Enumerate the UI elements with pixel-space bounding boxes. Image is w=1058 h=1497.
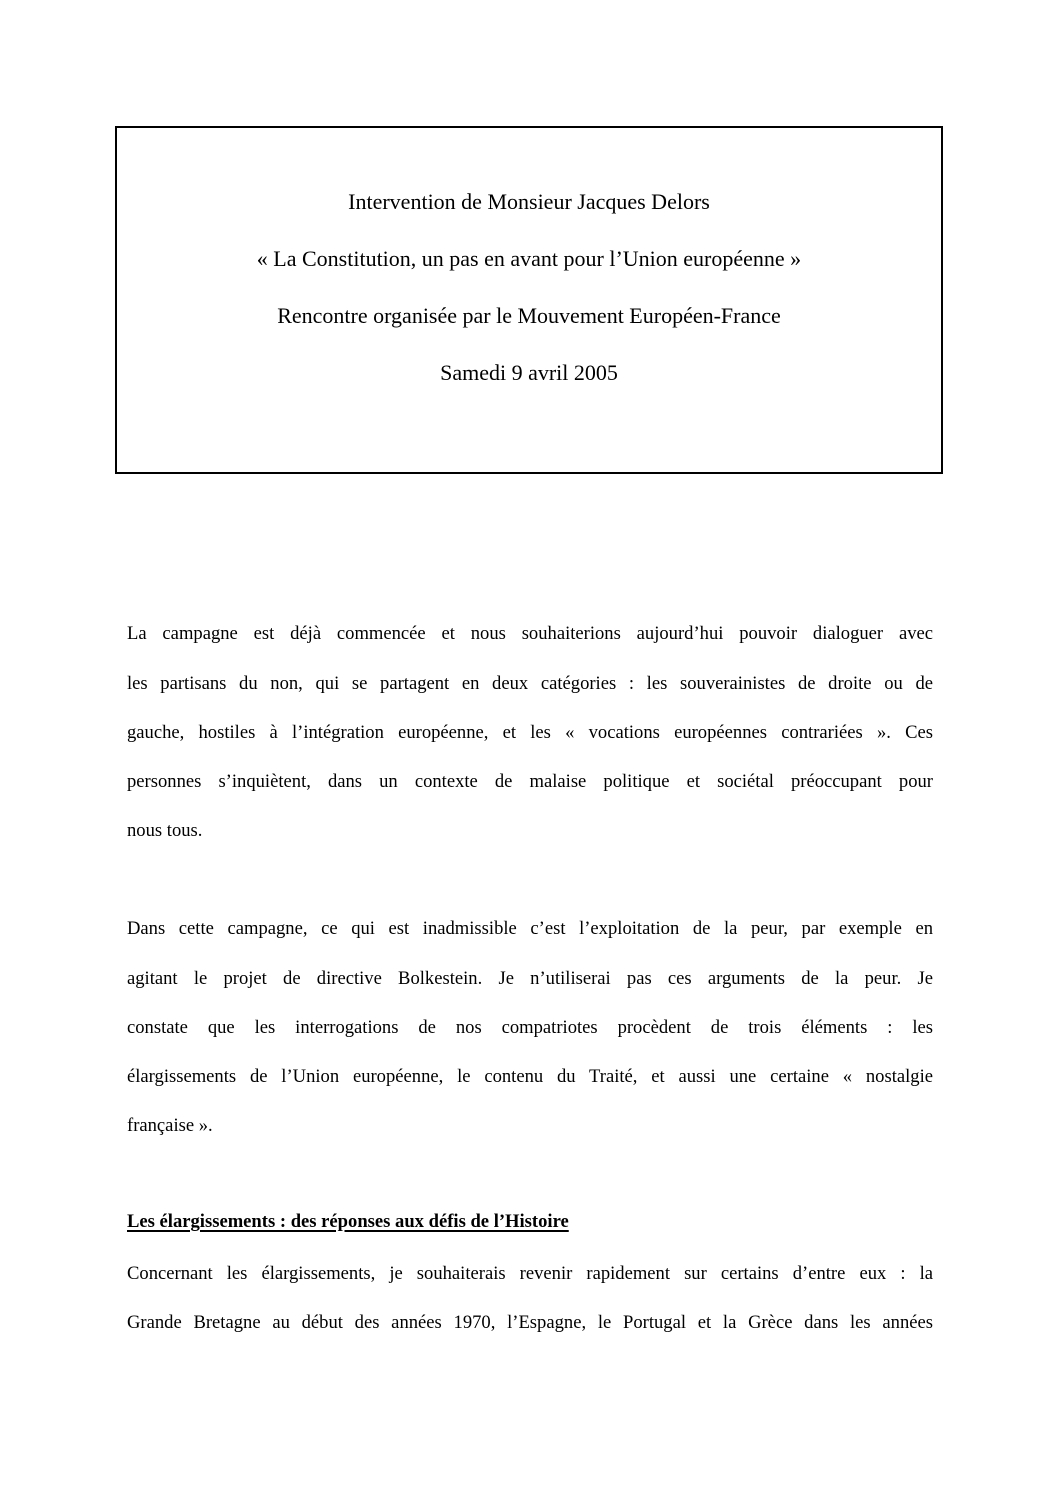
paragraph-line: Concernant les élargissements, je souhaiterais revenir rapidement sur certains d’entre eux : la bbox=[127, 1263, 933, 1284]
event-date: Samedi 9 avril 2005 bbox=[440, 360, 618, 385]
paragraph-line: personnes s’inquiètent, dans un contexte de malaise politique et sociétal préoccupant pour bbox=[127, 771, 933, 792]
paragraph-line: élargissements de l’Union européenne, le contenu du Traité, et aussi une certaine « nostalgie bbox=[127, 1066, 933, 1087]
speech-title: « La Constitution, un pas en avant pour l’Union européenne » bbox=[256, 246, 802, 271]
paragraph-line: constate que les interrogations de nos compatriotes procèdent de trois éléments : les bbox=[127, 1017, 933, 1038]
paragraph-line: gauche, hostiles à l’intégration européenne, et les « vocations européennes contrariées ». Ces bbox=[127, 722, 933, 743]
paragraph-line: française ». bbox=[127, 1115, 213, 1136]
paragraph-line: Dans cette campagne, ce qui est inadmissible c’est l’exploitation de la peur, par exemple en bbox=[127, 918, 933, 939]
speaker-title: Intervention de Monsieur Jacques Delors bbox=[348, 189, 710, 214]
paragraph-line: nous tous. bbox=[127, 820, 203, 841]
event-organizer: Rencontre organisée par le Mouvement Européen-France bbox=[277, 303, 781, 328]
section-heading: Les élargissements : des réponses aux défis de l’Histoire bbox=[127, 1211, 569, 1232]
paragraph-line: les partisans du non, qui se partagent en deux catégories : les souverainistes de droite ou de bbox=[127, 673, 933, 694]
paragraph-line: La campagne est déjà commencée et nous souhaiterions aujourd’hui pouvoir dialoguer avec bbox=[127, 623, 933, 644]
title-box bbox=[115, 126, 943, 474]
paragraph-line: agitant le projet de directive Bolkestein. Je n’utiliserai pas ces arguments de la peur. Je bbox=[127, 968, 933, 989]
paragraph-line: Grande Bretagne au début des années 1970, l’Espagne, le Portugal et la Grèce dans les années bbox=[127, 1312, 933, 1333]
